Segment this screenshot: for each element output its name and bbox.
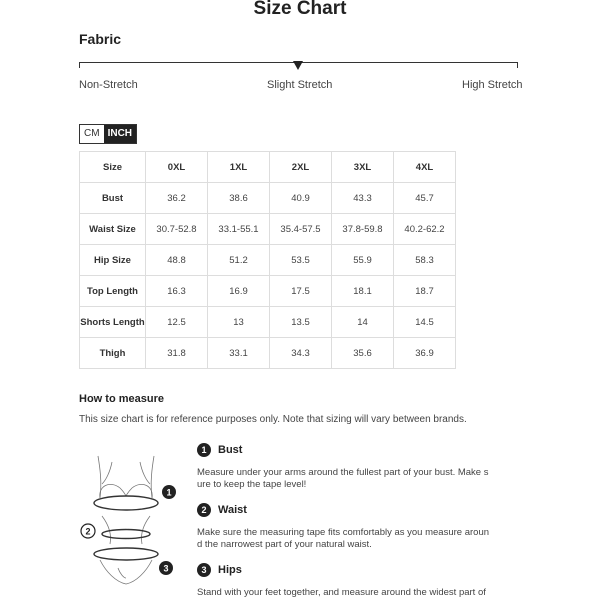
table-cell: 34.3 (270, 338, 332, 369)
table-cell: 33.1-55.1 (208, 214, 270, 245)
table-cell: 36.9 (394, 338, 456, 369)
row-label: Shorts Length (80, 307, 146, 338)
table-cell: 40.9 (270, 183, 332, 214)
table-cell: 30.7-52.8 (146, 214, 208, 245)
step-waist (197, 503, 492, 551)
step-description-line: Measure under your arms around the fullest part of your bust. Make s (197, 467, 489, 478)
table-cell: 48.8 (146, 245, 208, 276)
step-number-icon: 1 (197, 443, 211, 457)
marker-waist-number: 2 (85, 526, 91, 537)
marker-bust-number: 1 (166, 487, 172, 498)
row-label: Top Length (80, 276, 146, 307)
table-cell: 14.5 (394, 307, 456, 338)
page-title: Size Chart (253, 0, 347, 19)
table-header-cell: 3XL (332, 152, 394, 183)
marker-waist-icon (81, 524, 95, 538)
table-row (80, 338, 456, 369)
table-cell: 37.8-59.8 (332, 214, 394, 245)
step-title: Bust (218, 444, 243, 456)
stretch-scale-tick-right (517, 62, 518, 68)
waist-tape-line (102, 530, 150, 539)
table-row (80, 245, 456, 276)
stretch-label-non: Non-Stretch (79, 79, 138, 91)
row-label: Thigh (80, 338, 146, 369)
how-to-measure-heading: How to measure (79, 393, 164, 405)
table-cell: 55.9 (332, 245, 394, 276)
step-number-icon: 3 (197, 563, 211, 577)
marker-hips-number: 3 (163, 563, 169, 574)
table-header-cell: 0XL (146, 152, 208, 183)
table-cell: 38.6 (208, 183, 270, 214)
step-number-icon: 2 (197, 503, 211, 517)
table-cell: 35.4-57.5 (270, 214, 332, 245)
stretch-label-high: High Stretch (462, 79, 523, 91)
body-measurement-illustration (76, 448, 188, 600)
table-row (80, 183, 456, 214)
table-cell: 31.8 (146, 338, 208, 369)
step-description-line: d the narrowest part of your natural waist. (197, 539, 372, 550)
table-row (80, 214, 456, 245)
table-cell: 35.6 (332, 338, 394, 369)
row-label: Bust (80, 183, 146, 214)
step-description-line: Make sure the measuring tape fits comfortably as you measure aroun (197, 527, 490, 538)
table-cell: 51.2 (208, 245, 270, 276)
table-cell: 58.3 (394, 245, 456, 276)
step-description-line: ure to keep the tape level! (197, 479, 307, 490)
size-chart-note: This size chart is for reference purposes only. Note that sizing will vary between brands. (79, 414, 467, 425)
table-cell: 13 (208, 307, 270, 338)
table-cell: 33.1 (208, 338, 270, 369)
step-description (197, 527, 492, 551)
hip-tape-line (94, 548, 158, 560)
table-header-cell: 2XL (270, 152, 332, 183)
table-cell: 14 (332, 307, 394, 338)
table-header-row (80, 152, 456, 183)
marker-bust-icon (162, 485, 176, 499)
table-cell: 18.1 (332, 276, 394, 307)
bust-tape-line (94, 496, 158, 510)
table-header-cell: 4XL (394, 152, 456, 183)
step-description (197, 467, 492, 491)
table-header-cell: Size (80, 152, 146, 183)
table-cell: 53.5 (270, 245, 332, 276)
table-cell: 12.5 (146, 307, 208, 338)
table-cell: 43.3 (332, 183, 394, 214)
step-description (197, 587, 492, 599)
table-cell: 13.5 (270, 307, 332, 338)
unit-toggle (79, 124, 137, 144)
table-cell: 36.2 (146, 183, 208, 214)
stretch-label-slight: Slight Stretch (267, 79, 333, 91)
unit-cm-button[interactable]: CM (80, 125, 104, 143)
unit-inch-button[interactable]: INCH (104, 125, 136, 143)
step-title: Waist (218, 504, 247, 516)
size-table (79, 151, 456, 369)
table-row (80, 307, 456, 338)
table-cell: 17.5 (270, 276, 332, 307)
table-cell: 16.9 (208, 276, 270, 307)
stretch-selected-marker-icon (293, 61, 303, 70)
table-cell: 16.3 (146, 276, 208, 307)
step-title: Hips (218, 564, 242, 576)
step-bust (197, 443, 492, 491)
fabric-heading: Fabric (79, 31, 122, 47)
table-header-cell: 1XL (208, 152, 270, 183)
step-description-line: Stand with your feet together, and measure around the widest part of (197, 587, 486, 598)
stretch-scale-tick-left (79, 62, 80, 68)
table-cell: 45.7 (394, 183, 456, 214)
step-hips (197, 563, 492, 599)
marker-hips-icon (159, 561, 173, 575)
table-cell: 18.7 (394, 276, 456, 307)
row-label: Waist Size (80, 214, 146, 245)
table-row (80, 276, 456, 307)
table-cell: 40.2-62.2 (394, 214, 456, 245)
row-label: Hip Size (80, 245, 146, 276)
